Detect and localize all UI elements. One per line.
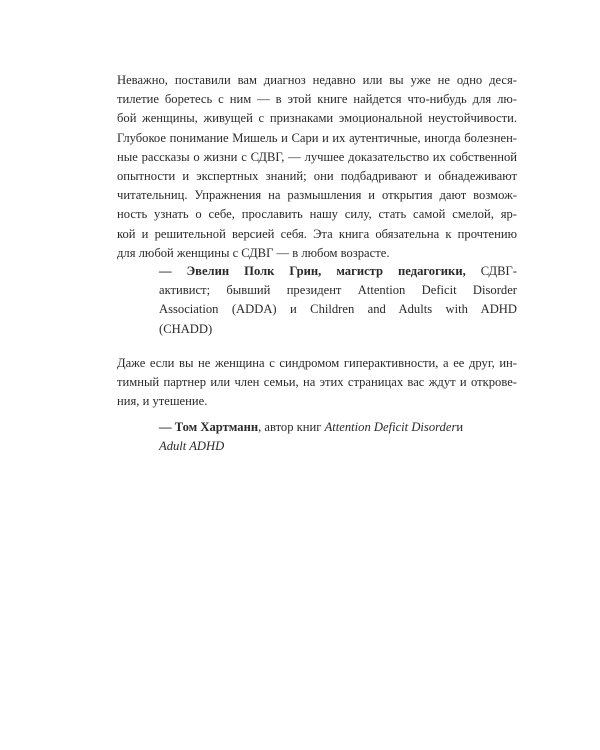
attribution-line bbox=[159, 437, 517, 456]
text-line: ные рассказы о жизни с СДВГ, — лучшее доказательство их собственной bbox=[117, 149, 517, 164]
attribution-line bbox=[159, 262, 517, 281]
book-title: Adult ADHD bbox=[159, 439, 225, 454]
author-name: — Том Хартманн bbox=[159, 420, 259, 434]
quote-attribution-2 bbox=[159, 418, 517, 456]
text-line: Даже если вы не женщина с синдромом гиперактивности, а ее друг, ин- bbox=[117, 356, 517, 370]
attribution-line: Association (ADDA) и Children and Adults with ADHD bbox=[159, 302, 517, 317]
conjunction: и bbox=[456, 420, 464, 434]
quote-attribution-1 bbox=[159, 262, 517, 339]
attribution-line: (CHADD) bbox=[159, 321, 213, 336]
text-line: Глубокое понимание Мишель и Сари и их аутентичные, иногда болезнен- bbox=[117, 130, 517, 145]
text-line: кой и решительной версией себя. Эта книга обязательна к прочтению bbox=[117, 226, 517, 241]
text-line: тимный партнер или член семьи, на этих страницах вас ждут и открове- bbox=[117, 375, 517, 390]
author-name: — Эвелин Полк Грин, магистр педагогики, bbox=[159, 264, 466, 278]
quote-paragraph-2 bbox=[117, 354, 517, 412]
book-title: Attention Deficit Disorder bbox=[324, 420, 457, 434]
text-line: для любой женщины с СДВГ — в любом возрасте. bbox=[117, 245, 390, 260]
author-title: СДВГ- bbox=[465, 264, 517, 278]
text-line: Неважно, поставили вам диагноз недавно или вы уже не одно деся- bbox=[117, 73, 517, 87]
quote-paragraph-1 bbox=[117, 71, 517, 263]
attribution-line: активист; бывший президент Attention Deficit Disorder bbox=[159, 283, 517, 298]
text-line: тилетие боретесь с ним — в этой книге найдется что-нибудь для лю- bbox=[117, 92, 517, 107]
text-line: бой женщины, живущей с признаками эмоциональной неустойчивости. bbox=[117, 111, 517, 126]
author-title: , автор книг bbox=[258, 420, 325, 434]
text-line: читательниц. Упражнения на размышления и открытия дают возмож- bbox=[117, 188, 517, 203]
text-line: опытности и экспертных знаний; они подбадривают и обнадеживают bbox=[117, 169, 517, 184]
text-line: ность узнать о себе, прославить нашу силу, стать самой смелой, яр- bbox=[117, 207, 517, 222]
attribution-line bbox=[159, 418, 517, 437]
text-line: ния, и утешение. bbox=[117, 394, 208, 409]
